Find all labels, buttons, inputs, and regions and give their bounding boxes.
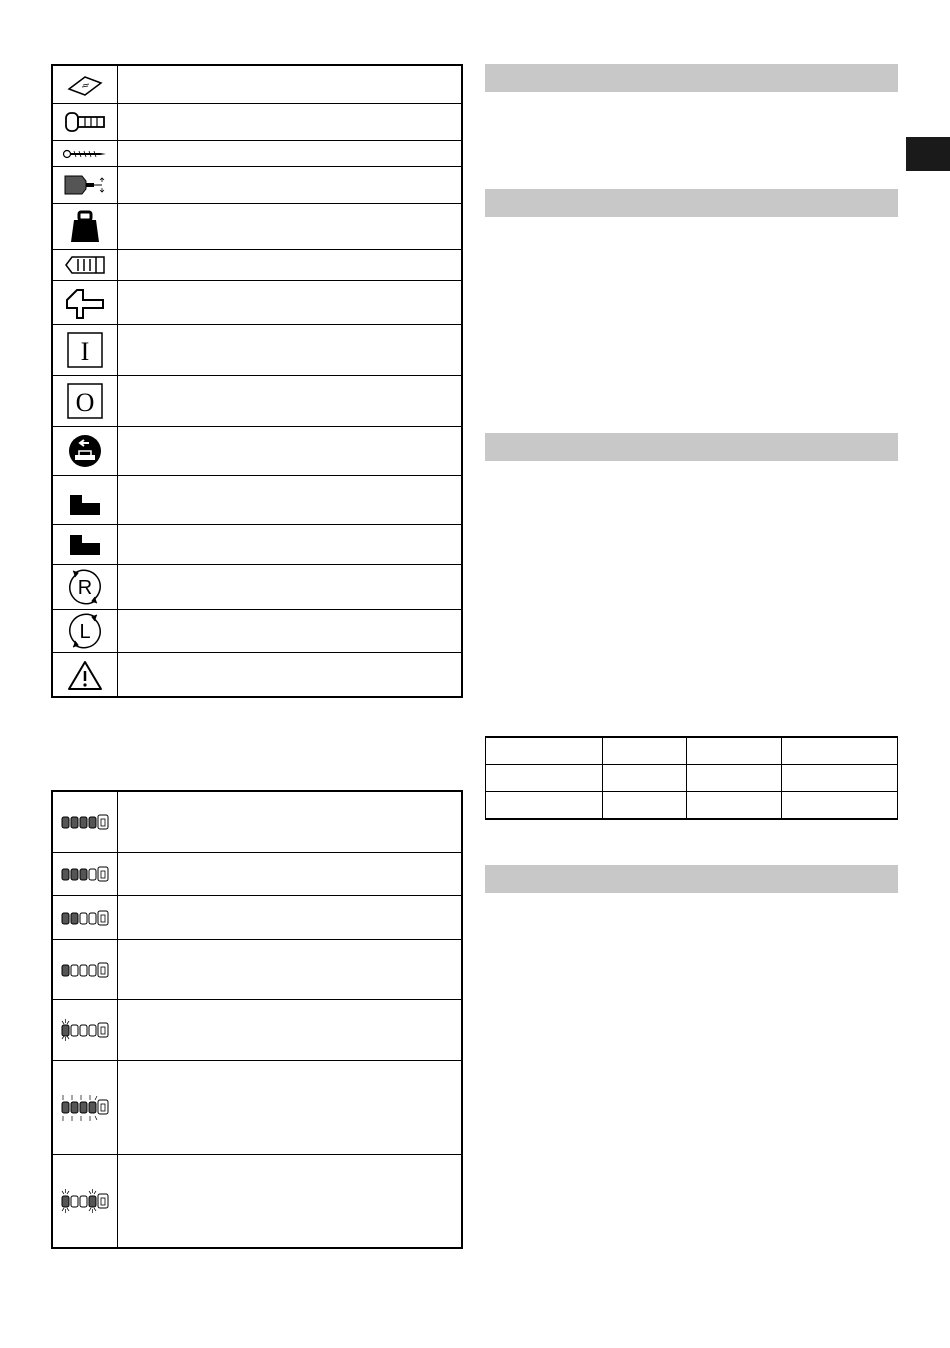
screw-icon <box>53 141 117 166</box>
row-description <box>119 653 461 697</box>
rotate-right-glyph: R <box>77 577 93 599</box>
row-description <box>119 104 461 140</box>
charger-icon <box>53 427 117 475</box>
table-cell <box>486 765 603 792</box>
weight-icon <box>53 204 117 249</box>
gear-high-icon <box>53 476 117 524</box>
table-row <box>53 1061 461 1155</box>
drill-chuck-icon <box>53 167 117 203</box>
table-row <box>53 940 461 1000</box>
table-row <box>53 281 461 325</box>
table-row <box>486 765 898 792</box>
table-cell <box>603 737 687 765</box>
battery-1-and-4-blinking-icon <box>53 1155 117 1247</box>
table-cell <box>782 792 898 820</box>
switch-on-icon <box>53 325 117 375</box>
table-row <box>53 141 461 167</box>
switch-off-icon <box>53 376 117 426</box>
warning-icon <box>53 653 117 697</box>
table-row <box>53 476 461 525</box>
row-description <box>119 250 461 280</box>
manual-icon <box>53 66 117 103</box>
section-header-4 <box>485 865 898 893</box>
table-row <box>53 792 461 853</box>
section-header-1 <box>485 64 898 92</box>
row-description <box>119 476 461 524</box>
table-row <box>53 1000 461 1061</box>
symbols-table <box>51 64 463 698</box>
row-description <box>119 141 461 166</box>
battery-4-bars-icon <box>53 792 117 852</box>
table-cell <box>687 792 782 820</box>
table-row <box>53 376 461 427</box>
row-description <box>119 792 461 852</box>
table-row <box>53 525 461 565</box>
rotate-left-glyph: L <box>79 621 91 643</box>
table-row <box>53 1155 461 1247</box>
table-cell <box>486 792 603 820</box>
table-row <box>53 427 461 476</box>
rotate-right-icon <box>53 565 117 609</box>
table-row <box>53 653 461 697</box>
table-cell <box>687 765 782 792</box>
row-description <box>119 610 461 652</box>
table-cell <box>603 765 687 792</box>
row-description <box>119 376 461 426</box>
bolt-icon <box>53 104 117 140</box>
row-description <box>119 204 461 249</box>
gear-low-icon <box>53 525 117 564</box>
table-cell <box>782 737 898 765</box>
table-row <box>53 853 461 896</box>
table-row <box>53 565 461 610</box>
table-cell <box>782 765 898 792</box>
battery-2-bars-icon <box>53 896 117 939</box>
row-description <box>119 1061 461 1154</box>
row-description <box>119 325 461 375</box>
table-cell <box>603 792 687 820</box>
table-cell <box>486 737 603 765</box>
table-row <box>486 792 898 820</box>
row-description <box>119 940 461 999</box>
row-description <box>119 1000 461 1060</box>
table-row <box>53 325 461 376</box>
battery-pack-icon <box>53 250 117 280</box>
switch-on-glyph: I <box>80 337 90 366</box>
rotate-left-icon <box>53 610 117 652</box>
row-description <box>119 853 461 895</box>
battery-3-bars-icon <box>53 853 117 895</box>
row-description <box>119 565 461 609</box>
table-row <box>53 896 461 940</box>
language-tab-marker <box>906 137 950 171</box>
row-description <box>119 525 461 564</box>
row-description <box>119 66 461 103</box>
table-row <box>53 204 461 250</box>
table-row <box>53 167 461 204</box>
table-cell <box>687 737 782 765</box>
table-row <box>53 66 461 104</box>
data-table <box>485 736 898 820</box>
row-description <box>119 281 461 324</box>
row-description <box>119 427 461 475</box>
table-row <box>486 737 898 765</box>
row-description <box>119 167 461 203</box>
hammer-icon <box>53 281 117 324</box>
battery-indicator-table <box>51 790 463 1249</box>
battery-all-blinking-icon <box>53 1061 117 1154</box>
battery-1-blinking-icon <box>53 1000 117 1060</box>
switch-off-glyph: O <box>75 388 95 417</box>
row-description <box>119 896 461 939</box>
table-row <box>53 250 461 281</box>
row-description <box>119 1155 461 1247</box>
battery-1-bar-icon <box>53 940 117 999</box>
section-header-2 <box>485 189 898 217</box>
table-row <box>53 104 461 141</box>
section-header-3 <box>485 433 898 461</box>
table-row <box>53 610 461 653</box>
